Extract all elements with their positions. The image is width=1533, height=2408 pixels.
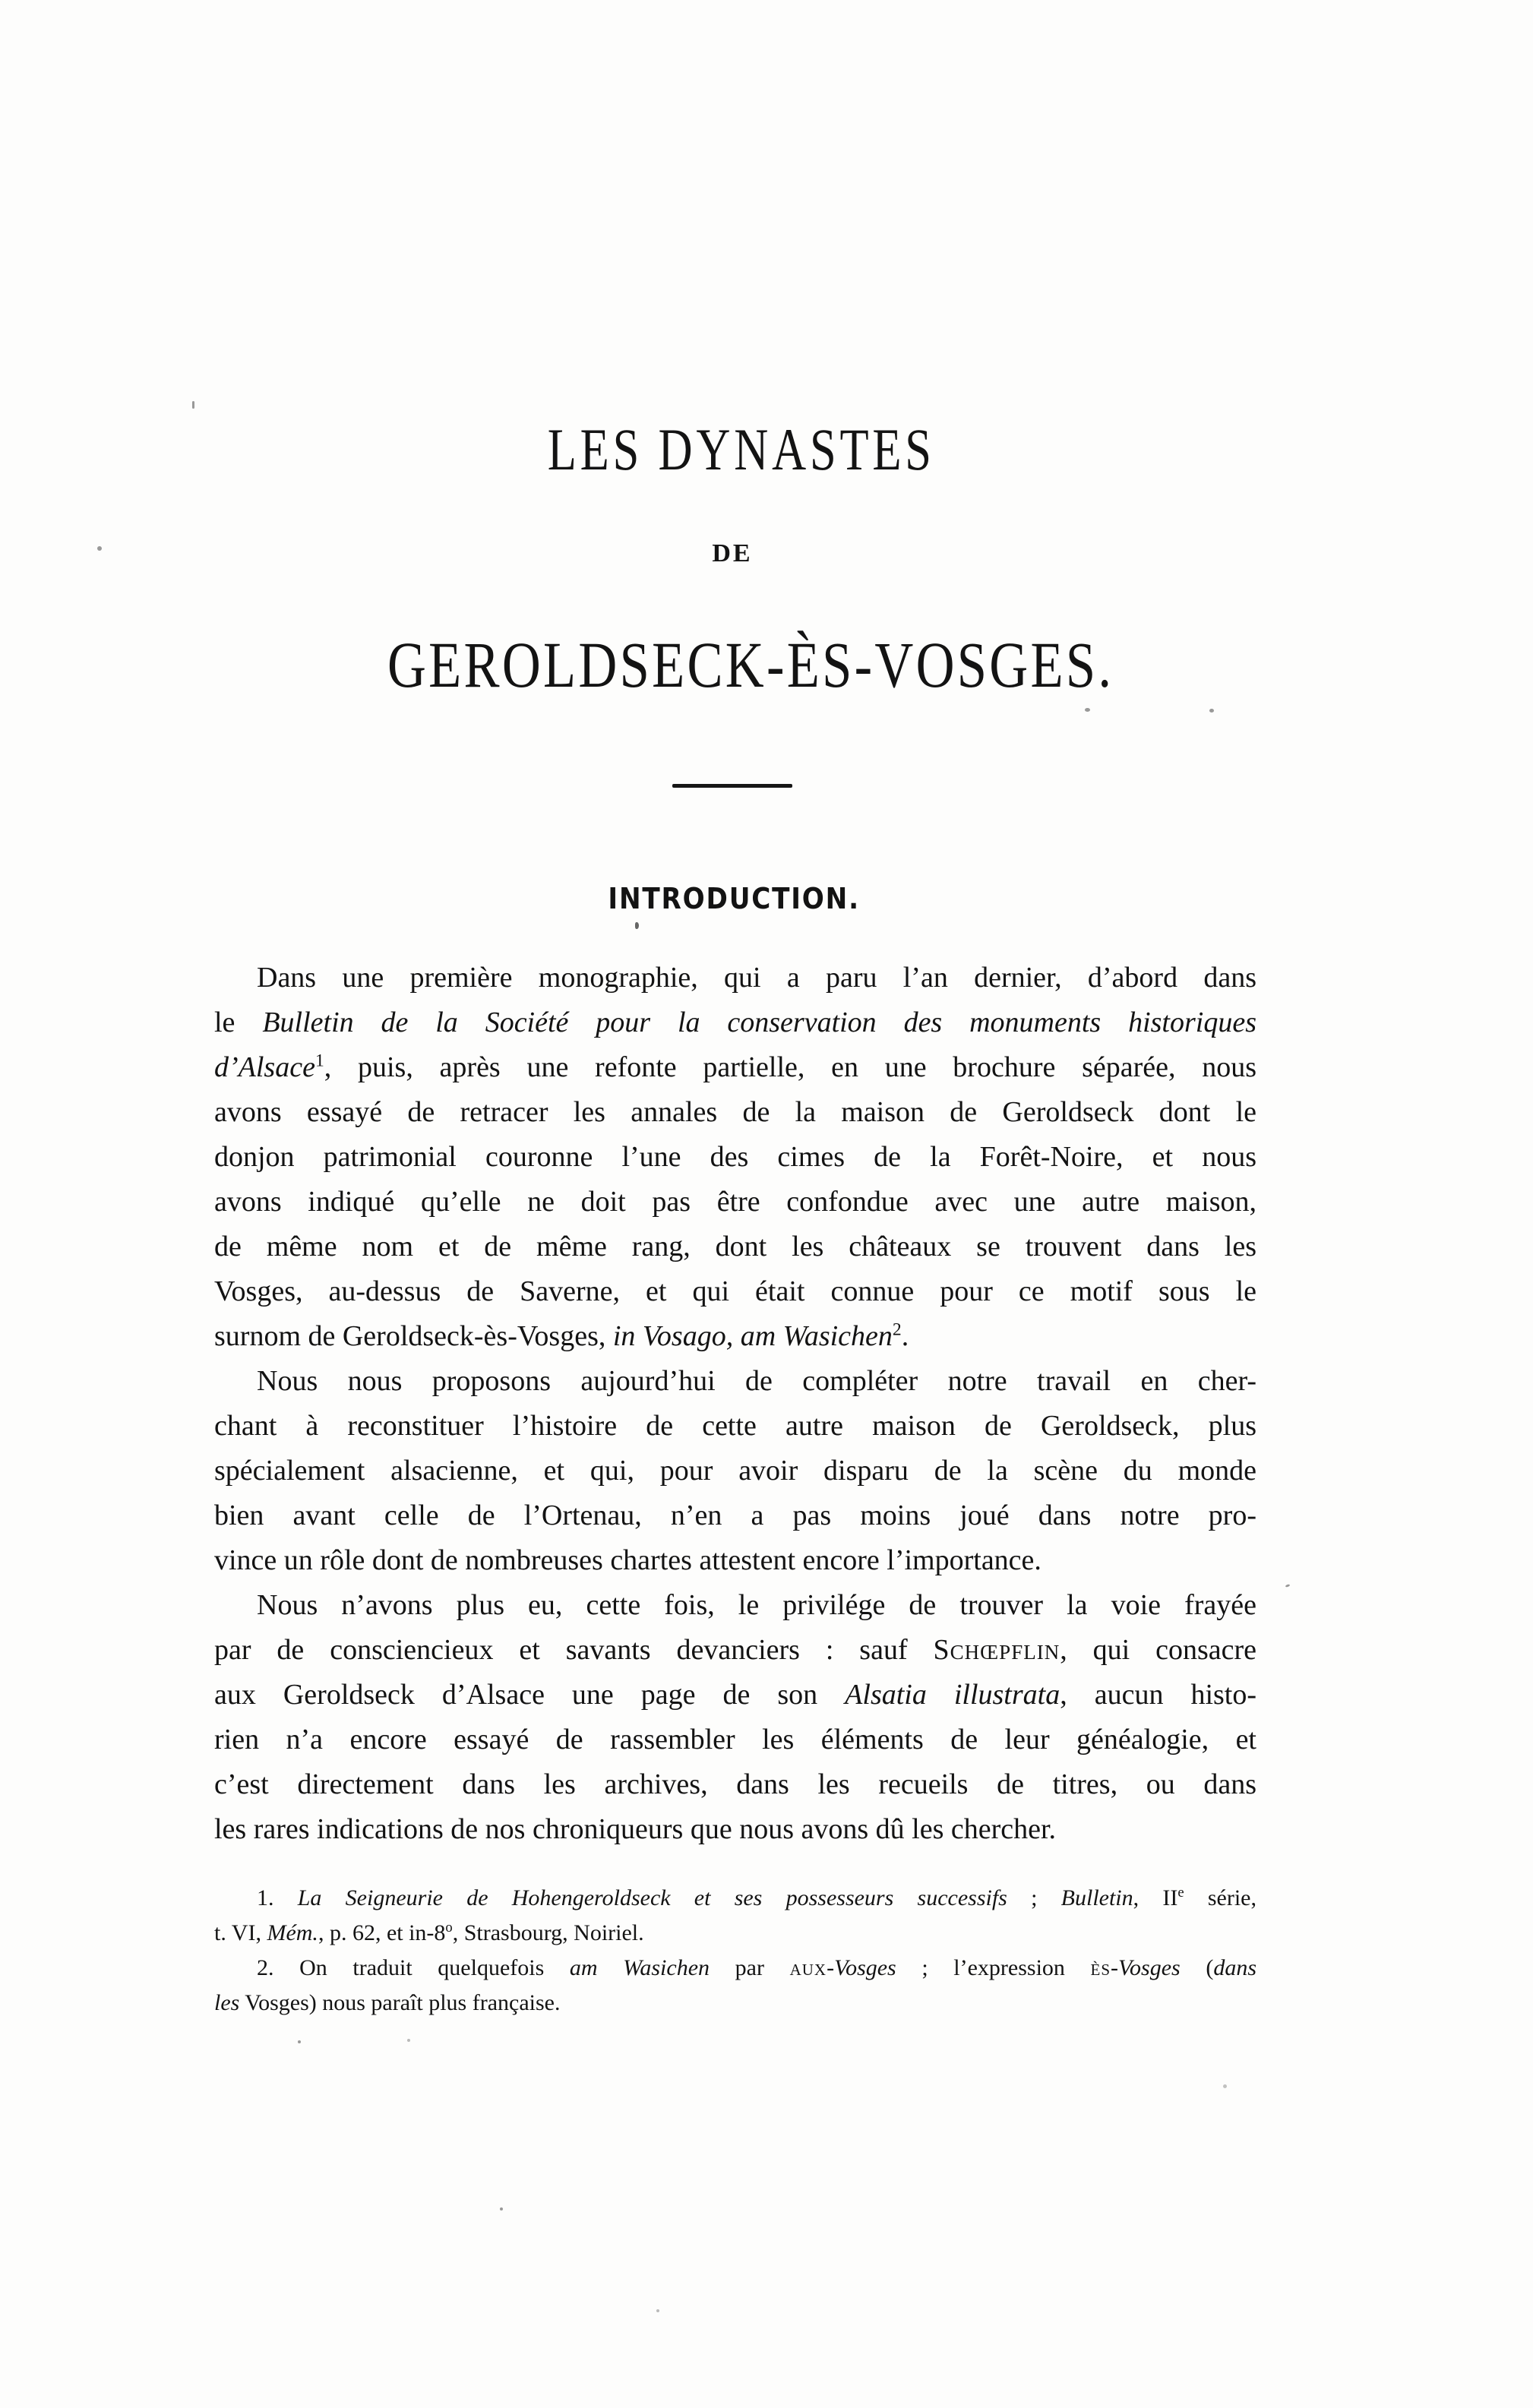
- text-segment: le: [214, 1006, 263, 1038]
- text-segment: , puis, après une refonte partielle, en une brochure séparée, nous: [324, 1051, 1256, 1083]
- section-heading-row: [0, 884, 1533, 913]
- text-segment: t. VI,: [214, 1920, 267, 1945]
- text-segment: aux Geroldseck d’Alsace une page de son: [214, 1679, 846, 1711]
- text-segment: c’est directement dans les archives, dans les recueils de titres, ou dans: [214, 1768, 1256, 1800]
- text-line: [214, 956, 1256, 1000]
- page-subtitle: GEROLDSECK-ÈS-VOSGES.: [387, 628, 1114, 701]
- text-segment: Bulletin: [1060, 1885, 1133, 1910]
- scan-speck: [1085, 708, 1090, 712]
- text-segment: donjon patrimonial couronne l’une des cimes de la Forêt-Noire, et nous: [214, 1141, 1256, 1173]
- text-line: [214, 1359, 1256, 1404]
- text-segment: par de consciencieux et savants devanciers : sauf: [214, 1634, 934, 1666]
- text-segment: La Seigneurie de Hohengeroldseck et ses possesseurs successifs: [297, 1885, 1007, 1910]
- scan-speck: [1209, 709, 1214, 713]
- text-segment: Dans une première monographie, qui a paru l’an dernier, d’abord dans: [257, 962, 1256, 994]
- text-segment: aux: [789, 1955, 827, 1980]
- scan-speck: [1223, 2084, 1227, 2088]
- text-segment: -: [827, 1955, 835, 1980]
- text-segment: am Wasichen: [569, 1955, 710, 1980]
- section-heading: INTRODUCTION.: [608, 882, 860, 915]
- text-segment: par: [710, 1955, 790, 1980]
- scan-speck: [407, 2039, 410, 2042]
- text-segment: les: [214, 1990, 240, 2015]
- text-segment: , p. 62, et in-8: [318, 1920, 446, 1945]
- text-line: [214, 1493, 1256, 1538]
- text-segment: o: [445, 1920, 453, 1936]
- text-segment: rien n’a encore essayé de rassembler les éléments de leur généalogie, et: [214, 1724, 1256, 1755]
- text-segment: Bulletin de la Société pour la conservation des monuments historiques: [262, 1006, 1256, 1038]
- text-segment: surnom de Geroldseck-ès-Vosges,: [214, 1320, 613, 1352]
- text-line: [214, 1090, 1256, 1135]
- footnotes: [214, 1881, 1256, 2021]
- text-line: [214, 1180, 1256, 1225]
- text-segment: avons indiqué qu’elle ne doit pas être confondue avec une autre maison,: [214, 1186, 1256, 1218]
- text-segment: Vosges) nous paraît plus française.: [239, 1990, 561, 2015]
- scan-speck: [500, 2207, 503, 2210]
- text-line: [214, 1762, 1256, 1807]
- text-segment: avons essayé de retracer les annales de la maison de Geroldseck dont le: [214, 1096, 1256, 1128]
- text-line: [214, 1951, 1256, 1986]
- scan-speck: [298, 2040, 301, 2043]
- text-line: [214, 1538, 1256, 1583]
- scan-speck: [192, 401, 194, 409]
- text-segment: , qui consacre: [1060, 1634, 1256, 1666]
- text-segment: e: [1177, 1885, 1184, 1901]
- title-connector-row: [0, 541, 1533, 567]
- text-line: [214, 1673, 1256, 1718]
- text-segment: 1: [315, 1051, 324, 1071]
- text-segment: Vosges: [1118, 1955, 1181, 1980]
- text-line: [214, 1404, 1256, 1449]
- text-segment: , II: [1133, 1885, 1178, 1910]
- text-segment: 2. On traduit quelquefois: [257, 1955, 570, 1980]
- text-line: [214, 1449, 1256, 1493]
- page-title: LES DYNASTES: [547, 416, 936, 482]
- text-line: [214, 1045, 1256, 1090]
- text-segment: Mém.: [267, 1920, 318, 1945]
- text-line: [214, 1269, 1256, 1314]
- text-segment: -: [1111, 1955, 1119, 1980]
- text-segment: Alsatia illustrata: [845, 1679, 1060, 1711]
- text-segment: .: [901, 1320, 909, 1352]
- text-segment: 2: [892, 1319, 902, 1340]
- text-line: [214, 1135, 1256, 1180]
- text-segment: chant à reconstituer l’histoire de cette autre maison de Geroldseck, plus: [214, 1410, 1256, 1442]
- body-text: [214, 956, 1256, 1852]
- text-line: [214, 1314, 1256, 1359]
- text-line: [214, 1807, 1256, 1852]
- title-connector: DE: [712, 539, 753, 567]
- text-segment: les rares indications de nos chroniqueurs que nous avons dû les chercher.: [214, 1813, 1057, 1845]
- text-segment: ; l’expression: [896, 1955, 1091, 1980]
- subtitle-row: [0, 628, 1533, 701]
- title-divider-rule: [672, 784, 792, 788]
- text-segment: dans: [1213, 1955, 1256, 1980]
- text-line: [214, 1583, 1256, 1628]
- text-segment: Vosges, au-dessus de Saverne, et qui était connue pour ce motif sous le: [214, 1275, 1256, 1307]
- text-line: [214, 1986, 1256, 2021]
- text-segment: ès: [1090, 1955, 1111, 1980]
- text-line: [214, 1628, 1256, 1673]
- text-line: [214, 1225, 1256, 1269]
- text-segment: 1.: [257, 1885, 298, 1910]
- text-segment: ;: [1007, 1885, 1061, 1910]
- text-line: [214, 1916, 1256, 1951]
- text-segment: de même nom et de même rang, dont les châteaux se trouvent dans les: [214, 1231, 1256, 1262]
- scan-speck: [1285, 1584, 1291, 1588]
- scan-speck: [97, 546, 102, 551]
- title-row: [0, 416, 1533, 482]
- text-segment: d’Alsace: [214, 1051, 315, 1083]
- text-segment: Nous n’avons plus eu, cette fois, le privilége de trouver la voie frayée: [257, 1589, 1256, 1621]
- text-segment: spécialement alsacienne, et qui, pour avoir disparu de la scène du monde: [214, 1455, 1256, 1487]
- text-segment: Schœpflin: [933, 1634, 1060, 1666]
- text-segment: in Vosago, am Wasichen: [612, 1320, 893, 1352]
- text-line: [214, 1881, 1256, 1916]
- text-segment: Nous nous proposons aujourd’hui de compléter notre travail en cher-: [257, 1365, 1256, 1397]
- text-line: [214, 1718, 1256, 1762]
- text-segment: , Strasbourg, Noiriel.: [452, 1920, 644, 1945]
- scan-speck: [656, 2309, 659, 2312]
- text-segment: Vosges: [834, 1955, 896, 1980]
- text-segment: , aucun histo-: [1060, 1679, 1256, 1711]
- text-segment: bien avant celle de l’Ortenau, n’en a pas moins joué dans notre pro-: [214, 1499, 1256, 1531]
- text-line: [214, 1000, 1256, 1045]
- text-segment: (: [1180, 1955, 1214, 1980]
- text-segment: série,: [1184, 1885, 1256, 1910]
- scan-speck: [635, 922, 639, 929]
- text-segment: vince un rôle dont de nombreuses chartes attestent encore l’importance.: [214, 1544, 1041, 1576]
